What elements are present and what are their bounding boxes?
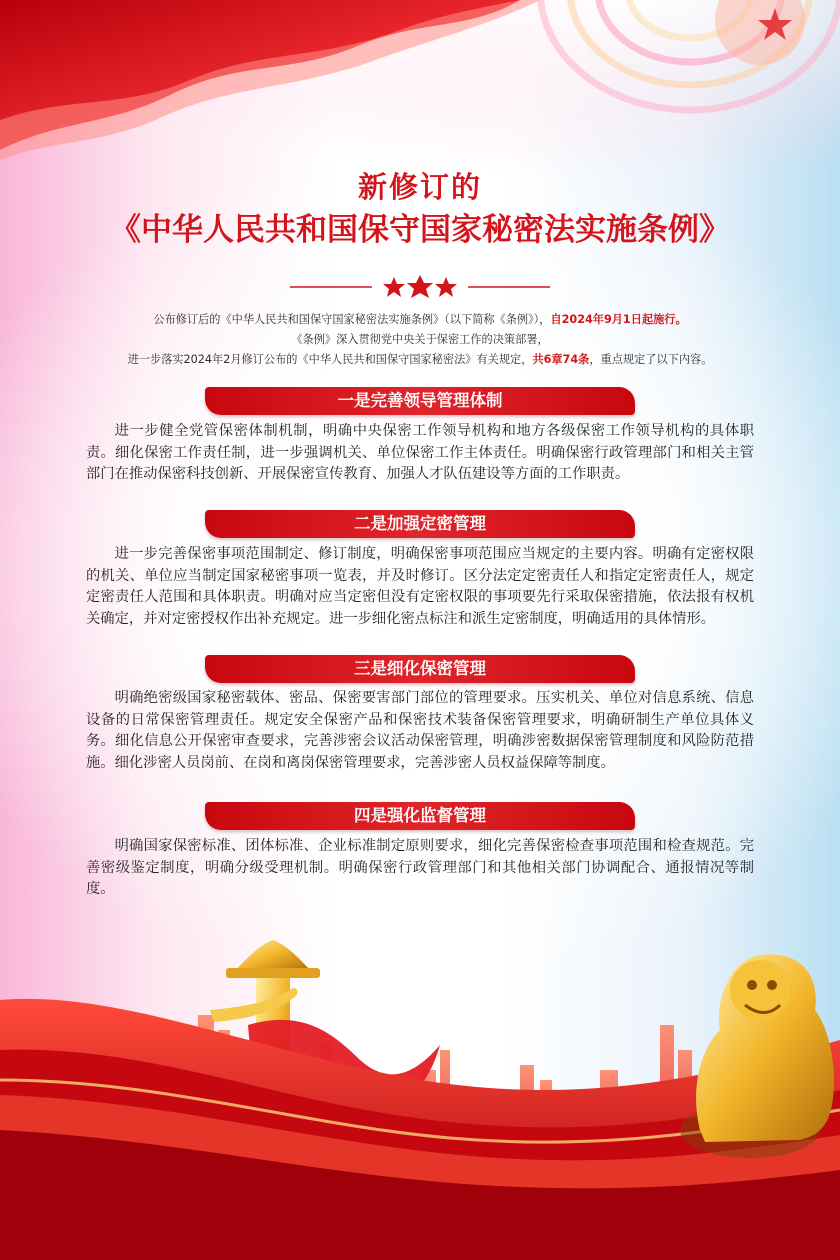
intro-text: 进一步落实2024年2月修订公布的《中华人民共和国保守国家秘密法》有关规定， xyxy=(127,353,533,366)
section-body-2: 进一步完善保密事项范围制定、修订制度，明确保密事项范围应当规定的主要内容。明确有定密权限的机关、单位应当制定国家秘密事项一览表，并及时修订。区分法定定密责任人和指定定密责任人，规定定密责任人范围和具体职责。明确对应当定密但没有定密权限的事项要先行采取保密措施，依法报有权机关确定，并对定密授权作出补充规定。进一步细化密点标注和派生定密制度，明确适用的具体情形。 xyxy=(86,546,754,627)
intro-text: ，重点规定了以下内容。 xyxy=(589,353,713,366)
section-body-3: 明确绝密级国家秘密载体、密品、保密要害部门部位的管理要求。压实机关、单位对信息系统、信息设备的日常保密管理责任。规定安全保密产品和保密技术装备保密管理要求，明确研制生产单位具体义务。细化信息公开保密审查要求，完善涉密会议活动保密管理，明确涉密数据保密管理制度和风险防范措施。细化涉密人员岗前、在岗和离岗保密管理要求，完善涉密人员权益保障等制度。 xyxy=(86,690,754,771)
intro-line-2: 《条例》深入贯彻党中央关于保密工作的决策部署， xyxy=(291,333,549,346)
section-body-4: 明确国家保密标准、团体标准、企业标准制定原则要求，细化完善保密检查事项范围和检查规范。完善密级鉴定制度，明确分级受理机制。明确保密行政管理部门和其他相关部门协调配合、通报情况等制度。 xyxy=(86,838,754,897)
section-heading-4: 四是强化监督管理 xyxy=(205,802,635,830)
chapter-count: 共6章74条 xyxy=(532,353,590,366)
golden-lion-statue-icon xyxy=(680,954,834,1158)
section-heading-2: 二是加强定密管理 xyxy=(205,510,635,538)
star-icon xyxy=(435,277,457,297)
intro-paragraph xyxy=(40,310,800,370)
title-line-1: 新修订的 xyxy=(357,170,482,204)
star-icon xyxy=(383,277,405,297)
section-heading-1: 一是完善领导管理体制 xyxy=(205,387,635,415)
intro-text: 公布修订后的《中华人民共和国保守国家秘密法实施条例》（以下简称《条例》）， xyxy=(153,313,551,326)
bottom-decoration xyxy=(0,930,840,1260)
poster-title xyxy=(0,168,840,252)
title-line-2: 《中华人民共和国保守国家秘密法实施条例》 xyxy=(110,212,730,248)
intro-line-3 xyxy=(40,350,800,370)
section-heading-3: 三是细化保密管理 xyxy=(205,655,635,683)
star-icon xyxy=(407,275,433,298)
section-body-1: 进一步健全党管保密体制机制，明确中央保密工作领导机构和地方各级保密工作领导机构的具体职责。细化保密工作责任制，进一步强调机关、单位保密工作主体责任。明确保密行政管理部门和相关主管部门在推动保密科技创新、开展保密宣传教育、加强人才队伍建设等方面的工作职责。 xyxy=(86,423,754,482)
stars-divider xyxy=(0,272,840,302)
effective-date: 自2024年9月1日起施行。 xyxy=(550,313,687,326)
intro-line-1 xyxy=(40,310,800,330)
